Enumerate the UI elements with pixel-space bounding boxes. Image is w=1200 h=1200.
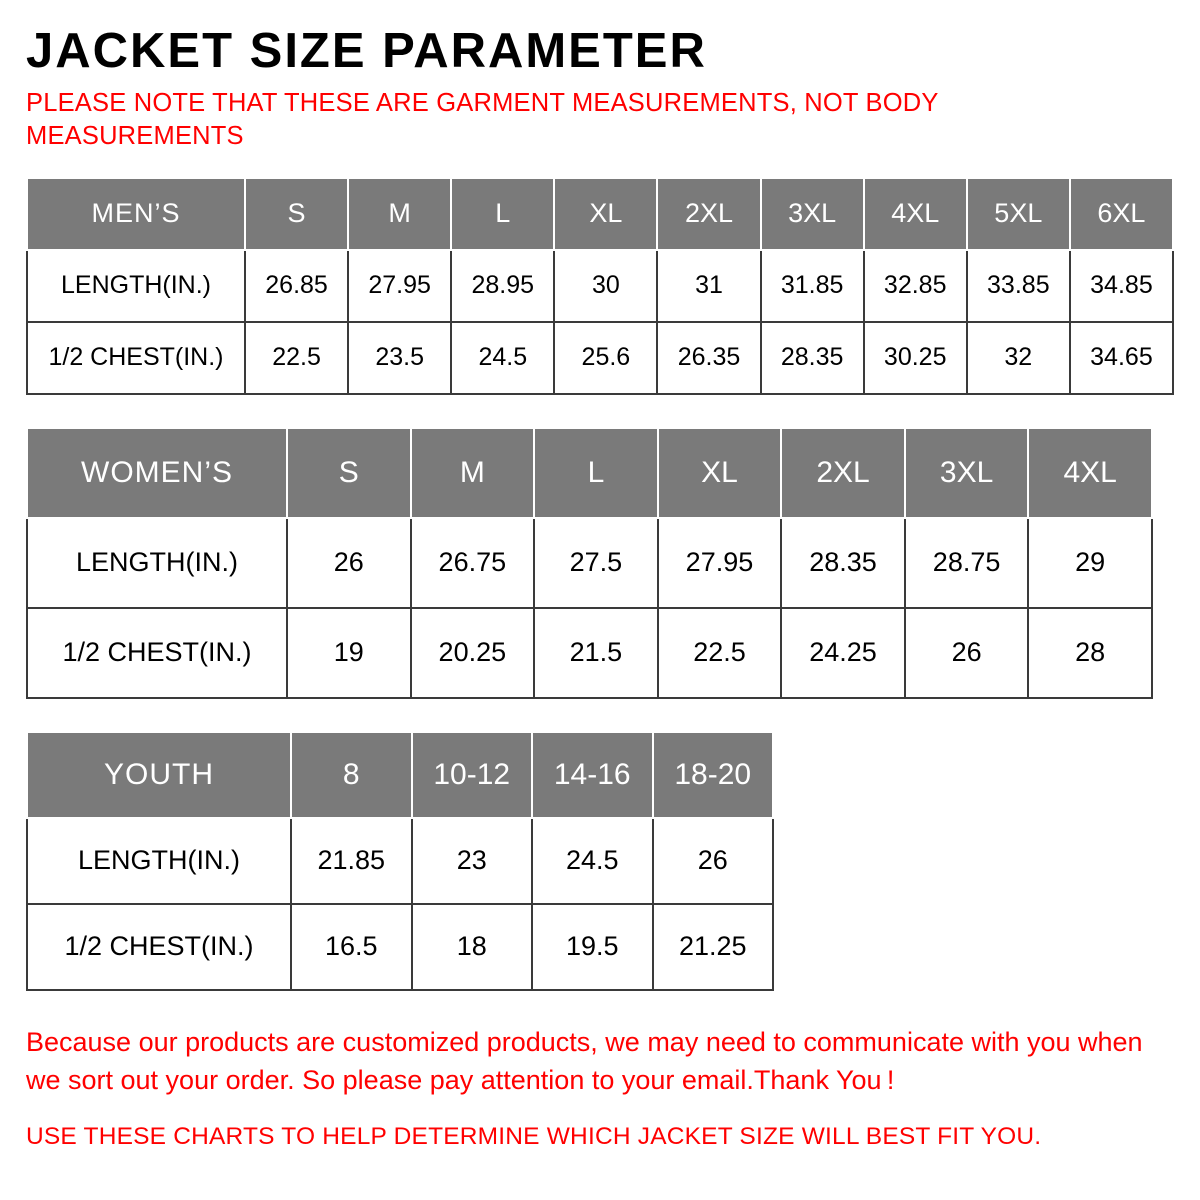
column-header-size: L [451, 178, 554, 250]
table-header-row [27, 428, 1152, 518]
column-header-size: XL [554, 178, 657, 250]
table-cell: 28 [1028, 608, 1152, 698]
table-cell: 22.5 [245, 322, 348, 394]
table-cell: 19.5 [532, 904, 653, 990]
column-header-size: 5XL [967, 178, 1070, 250]
column-header-size: L [534, 428, 658, 518]
column-header-category: WOMEN’S [27, 428, 287, 518]
column-header-size: S [287, 428, 411, 518]
table-cell: 24.5 [532, 818, 653, 904]
column-header-size: M [411, 428, 535, 518]
row-label: LENGTH(IN.) [27, 818, 291, 904]
column-header-size: 2XL [657, 178, 760, 250]
table-cell: 27.95 [348, 250, 451, 322]
table-cell: 23 [412, 818, 533, 904]
page-title: JACKET SIZE PARAMETER [26, 24, 707, 78]
table-row [27, 518, 1152, 608]
table-cell: 34.65 [1070, 322, 1173, 394]
column-header-size: 3XL [761, 178, 864, 250]
garment-measurement-note: PLEASE NOTE THAT THESE ARE GARMENT MEASUREMENTS, NOT BODY MEASUREMENTS [26, 89, 939, 151]
table-cell: 31.85 [761, 250, 864, 322]
column-header-size: 3XL [905, 428, 1029, 518]
column-header-size: 8 [291, 732, 412, 818]
table-header-row [27, 732, 773, 818]
table-header-row [27, 178, 1173, 250]
table-cell: 16.5 [291, 904, 412, 990]
table-cell: 32.85 [864, 250, 967, 322]
table-cell: 32 [967, 322, 1070, 394]
table-cell: 29 [1028, 518, 1152, 608]
column-header-size: 6XL [1070, 178, 1173, 250]
table-cell: 31 [657, 250, 760, 322]
size-tables [26, 177, 1174, 991]
table-cell: 18 [412, 904, 533, 990]
table-cell: 25.6 [554, 322, 657, 394]
table-cell: 28.95 [451, 250, 554, 322]
mens-size-table [26, 177, 1174, 395]
column-header-size: XL [658, 428, 782, 518]
table-cell: 20.25 [411, 608, 535, 698]
table-cell: 26.75 [411, 518, 535, 608]
table-cell: 23.5 [348, 322, 451, 394]
table-cell: 28.35 [781, 518, 905, 608]
column-header-size: 2XL [781, 428, 905, 518]
table-row [27, 904, 773, 990]
table-row [27, 322, 1173, 394]
table-cell: 28.35 [761, 322, 864, 394]
table-row [27, 818, 773, 904]
table-cell: 26.85 [245, 250, 348, 322]
column-header-size: 4XL [864, 178, 967, 250]
table-cell: 26.35 [657, 322, 760, 394]
column-header-size: M [348, 178, 451, 250]
womens-size-table [26, 427, 1153, 699]
row-label: LENGTH(IN.) [27, 518, 287, 608]
table-cell: 21.85 [291, 818, 412, 904]
table-cell: 24.5 [451, 322, 554, 394]
column-header-size: S [245, 178, 348, 250]
table-cell: 33.85 [967, 250, 1070, 322]
table-cell: 34.85 [1070, 250, 1173, 322]
table-cell: 26 [287, 518, 411, 608]
customized-products-note: Because our products are customized products, we may need to communicate with you when we sort out your order. So please pay attention to your email.Thank You ! [26, 1026, 1143, 1096]
table-cell: 21.5 [534, 608, 658, 698]
column-header-size: 4XL [1028, 428, 1152, 518]
column-header-category: MEN’S [27, 178, 245, 250]
table-cell: 26 [905, 608, 1029, 698]
table-cell: 27.5 [534, 518, 658, 608]
table-cell: 24.25 [781, 608, 905, 698]
column-header-category: YOUTH [27, 732, 291, 818]
table-cell: 27.95 [658, 518, 782, 608]
table-cell: 21.25 [653, 904, 774, 990]
column-header-size: 18-20 [653, 732, 774, 818]
row-label: 1/2 CHEST(IN.) [27, 904, 291, 990]
row-label: LENGTH(IN.) [27, 250, 245, 322]
table-cell: 19 [287, 608, 411, 698]
row-label: 1/2 CHEST(IN.) [27, 322, 245, 394]
column-header-size: 10-12 [412, 732, 533, 818]
table-cell: 30.25 [864, 322, 967, 394]
table-cell: 22.5 [658, 608, 782, 698]
youth-size-table [26, 731, 774, 991]
column-header-size: 14-16 [532, 732, 653, 818]
table-cell: 28.75 [905, 518, 1029, 608]
use-charts-note: USE THESE CHARTS TO HELP DETERMINE WHICH JACKET SIZE WILL BEST FIT YOU. [26, 1123, 1042, 1151]
table-row [27, 608, 1152, 698]
table-cell: 26 [653, 818, 774, 904]
table-row [27, 250, 1173, 322]
row-label: 1/2 CHEST(IN.) [27, 608, 287, 698]
table-cell: 30 [554, 250, 657, 322]
